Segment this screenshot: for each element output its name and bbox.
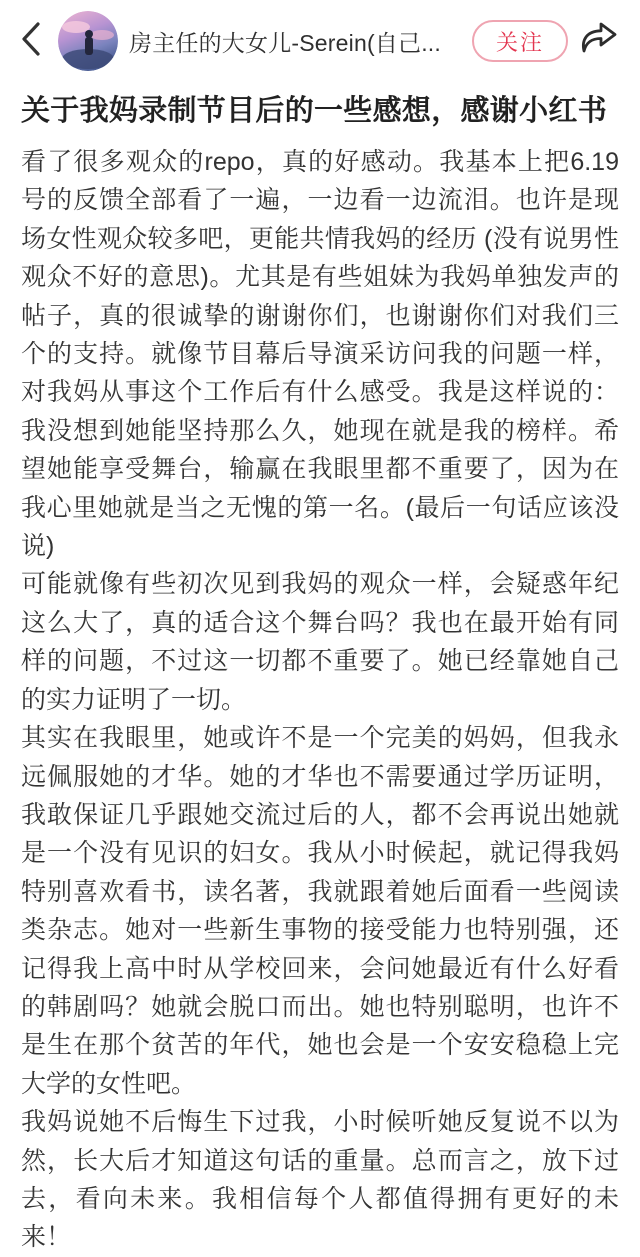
post-paragraph-4: 我妈说她不后悔生下过我，小时候听她反复说不以为然，长大后才知道这句话的重量。总而言之，放下过去，看向未来。我相信每个人都值得拥有更好的未来！ bbox=[21, 1108, 619, 1252]
post-paragraph-1: 看了很多观众的repo，真的好感动。我基本上把6.19号的反馈全部看了一遍，一边看一边流泪。也许是现场女性观众较多吧，更能共情我妈的经历 (没有说男性观众不好的意思)。尤其是有些姐妹为我妈单独发声的帖子，真的很诚挚的谢谢你们，也谢谢你们对我们三个的支持。就像节目幕后导演采访问我的问题一样，对我妈从事这个工作后有什么感受。我是这样说的：我没想到她能坚持那么久，她现在就是我的榜样。希望她能享受舞台，输赢在我眼里都不重要了，因为在我心里她就是当之无愧的第一名。(最后一句话应该没说) bbox=[21, 148, 619, 561]
post-body bbox=[21, 143, 619, 1257]
top-bar bbox=[0, 10, 640, 72]
share-button[interactable] bbox=[576, 17, 622, 65]
post-title: 关于我妈录制节目后的一些感想，感谢小红书 bbox=[21, 95, 608, 127]
post-paragraph-3: 其实在我眼里，她或许不是一个完美的妈妈，但我永远佩服她的才华。她的才华也不需要通过学历证明，我敢保证几乎跟她交流过后的人，都不会再说出她就是一个没有见识的妇女。我从小时候起，就记得我妈特别喜欢看书，读名著，我就跟着她后面看一些阅读类杂志。她对一些新生事物的接受能力也特别强，还记得我上高中时从学校回来，会问她最近有什么好看的韩剧吗？她就会脱口而出。她也特别聪明，也许不是生在那个贫苦的年代，她也会是一个安安稳稳上完大学的女性吧。 bbox=[21, 724, 619, 1098]
username[interactable]: 房主任的大女儿-Serein(自己... bbox=[129, 29, 441, 56]
share-arrow-icon bbox=[579, 21, 619, 62]
post-paragraph-2: 可能就像有些初次见到我妈的观众一样，会疑惑年纪这么大了，真的适合这个舞台吗？我也在最开始有同样的问题，不过这一切都不重要了。她已经靠她自己的实力证明了一切。 bbox=[21, 570, 619, 714]
follow-button[interactable]: 关注 bbox=[472, 20, 568, 62]
back-button[interactable] bbox=[14, 17, 48, 65]
avatar[interactable] bbox=[58, 11, 118, 71]
avatar-image bbox=[58, 11, 118, 71]
chevron-left-icon bbox=[20, 21, 42, 62]
post-page bbox=[0, 10, 640, 1252]
